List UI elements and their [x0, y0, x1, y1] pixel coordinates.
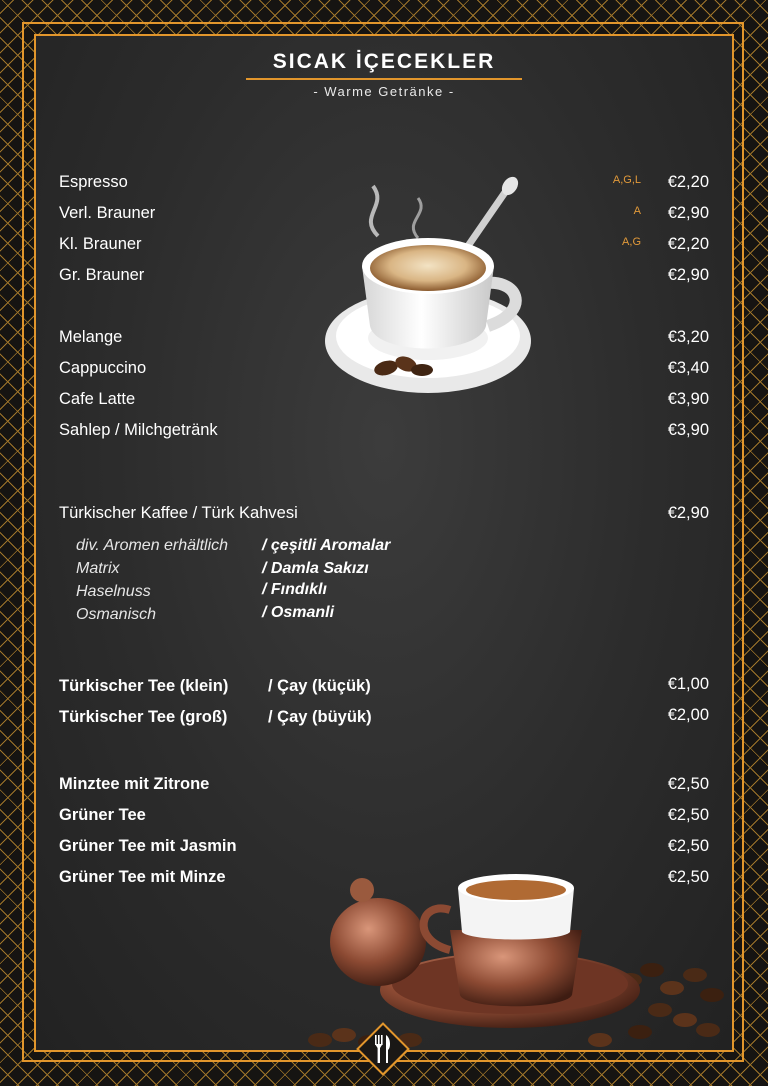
item-name: Minztee mit Zitrone: [59, 775, 210, 793]
allergen-codes: A: [633, 205, 641, 217]
item-name: Türkischer Tee (groß): [59, 708, 228, 726]
item-price: €2,50: [667, 868, 709, 886]
item-name: Sahlep / Milchgetränk: [59, 421, 218, 439]
item-price: €2,90: [667, 504, 709, 522]
cappuccino-cup-illustration: [318, 176, 538, 412]
allergen-codes: A,G: [622, 236, 641, 248]
variant-name-de: div. Aromen erhältlich: [76, 537, 229, 554]
item-name: Türkischer Kaffee / Türk Kahvesi: [59, 504, 298, 522]
item-price: €2,20: [667, 173, 709, 191]
item-name: Cafe Latte: [59, 390, 136, 408]
page-subtitle: - Warme Getränke -: [313, 84, 455, 99]
item-price: €3,90: [667, 390, 709, 408]
item-name: Cappuccino: [59, 359, 147, 377]
item-price: €2,90: [667, 266, 709, 284]
item-name: Kl. Brauner: [59, 235, 142, 253]
item-name: Türkischer Tee (klein): [59, 677, 229, 695]
item-price: €3,20: [667, 328, 709, 346]
item-price: €2,50: [667, 806, 709, 824]
variant-name-de: Osmanisch: [76, 606, 157, 623]
variant-name-de: Haselnuss: [76, 583, 151, 600]
fork-knife-icon: [356, 1022, 410, 1076]
item-price: €2,00: [667, 706, 709, 724]
item-price: €2,50: [667, 775, 709, 793]
item-price: €1,00: [667, 675, 709, 693]
item-name: Gr. Brauner: [59, 266, 145, 284]
variant-name-tr: / Osmanli: [262, 604, 335, 621]
title-underline: [246, 78, 522, 80]
variant-name-tr: / Fındıklı: [262, 581, 327, 598]
item-name: Verl. Brauner: [59, 204, 156, 222]
item-price: €2,20: [667, 235, 709, 253]
page-title: SICAK İÇECEKLER: [272, 50, 496, 73]
item-price: €3,90: [667, 421, 709, 439]
item-price: €2,50: [667, 837, 709, 855]
allergen-codes: A,G,L: [612, 174, 641, 186]
item-name: Espresso: [59, 173, 128, 191]
variant-name-tr: / Damla Sakızı: [262, 560, 369, 577]
item-name: Grüner Tee mit Jasmin: [59, 837, 237, 855]
item-price: €2,90: [667, 204, 709, 222]
item-name: Melange: [59, 328, 123, 346]
variant-name-de: Matrix: [76, 560, 120, 577]
item-price: €3,40: [667, 359, 709, 377]
item-name-tr: / Çay (küçük): [268, 677, 371, 695]
variant-name-tr: / çeşitli Aromalar: [262, 537, 391, 554]
item-name: Grüner Tee mit Minze: [59, 868, 226, 886]
item-name-tr: / Çay (büyük): [268, 708, 372, 726]
item-name: Grüner Tee: [59, 806, 146, 824]
